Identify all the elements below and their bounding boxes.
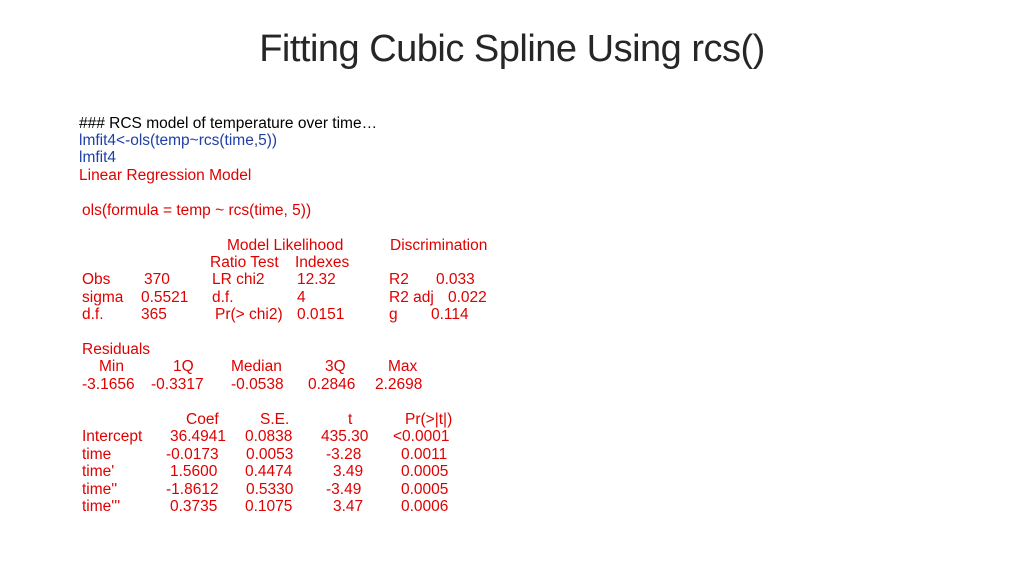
residuals-value-1q: -0.3317 — [151, 376, 204, 393]
coef-header-p: Pr(>|t|) — [405, 411, 453, 428]
stats-label: Obs — [82, 271, 111, 288]
coef-p: <0.0001 — [393, 428, 450, 445]
coef-term: Intercept — [82, 428, 143, 445]
model-type: Linear Regression Model — [79, 167, 252, 184]
code-line-2: lmfit4 — [79, 149, 117, 166]
coef-p: 0.0005 — [401, 481, 449, 498]
stats-disc-value: 0.114 — [431, 306, 469, 323]
slide-title: Fitting Cubic Spline Using rcs() — [259, 28, 765, 70]
residuals-header-min: Min — [99, 358, 124, 375]
coef-header-t: t — [348, 411, 353, 428]
stats-lr-label: Pr(> chi2) — [215, 306, 283, 323]
residuals-value-3q: 0.2846 — [308, 376, 356, 393]
stats-lr-value: 4 — [297, 289, 306, 306]
coef-p: 0.0006 — [401, 498, 449, 515]
coef-value: -1.8612 — [166, 481, 219, 498]
stats-disc-value: 0.033 — [436, 271, 475, 288]
coef-t: 3.47 — [333, 498, 364, 515]
code-line-1: lmfit4<-ols(temp~rcs(time,5)) — [79, 132, 278, 149]
stats-lr-value: 12.32 — [297, 271, 336, 288]
stats-value: 0.5521 — [141, 289, 189, 306]
stats-header-discrimination: Discrimination — [390, 237, 488, 254]
coef-se: 0.0838 — [245, 428, 293, 445]
residuals-header-3q: 3Q — [325, 358, 346, 375]
coef-t: -3.28 — [326, 446, 362, 463]
coef-value: 36.4941 — [170, 428, 227, 445]
coef-term: time'' — [82, 481, 118, 498]
coef-p: 0.0005 — [401, 463, 449, 480]
residuals-value-median: -0.0538 — [231, 376, 284, 393]
residuals-title: Residuals — [82, 341, 151, 358]
residuals-value-min: -3.1656 — [82, 376, 135, 393]
stats-disc-label: R2 adj — [389, 289, 434, 306]
coef-se: 0.1075 — [245, 498, 293, 515]
coef-header-se: S.E. — [260, 411, 290, 428]
stats-label: sigma — [82, 289, 124, 306]
coef-t: -3.49 — [326, 481, 362, 498]
coef-header-coef: Coef — [186, 411, 219, 428]
code-comment: ### RCS model of temperature over time… — [79, 115, 378, 132]
coef-se: 0.5330 — [246, 481, 294, 498]
stats-disc-label: g — [389, 306, 398, 323]
stats-header-indexes: Indexes — [295, 254, 350, 271]
coef-value: 0.3735 — [170, 498, 218, 515]
stats-disc-value: 0.022 — [448, 289, 487, 306]
model-formula: ols(formula = temp ~ rcs(time, 5)) — [82, 202, 312, 219]
residuals-value-max: 2.2698 — [375, 376, 423, 393]
residuals-header-max: Max — [388, 358, 418, 375]
residuals-header-1q: 1Q — [173, 358, 194, 375]
stats-header-model-likelihood: Model Likelihood — [227, 237, 344, 254]
coef-term: time' — [82, 463, 115, 480]
stats-disc-label: R2 — [389, 271, 409, 288]
stats-label: d.f. — [82, 306, 104, 323]
coef-se: 0.0053 — [246, 446, 294, 463]
stats-lr-label: LR chi2 — [212, 271, 265, 288]
coef-term: time — [82, 446, 112, 463]
stats-header-ratio-test: Ratio Test — [210, 254, 279, 271]
coef-term: time''' — [82, 498, 121, 515]
stats-value: 370 — [144, 271, 170, 288]
coef-se: 0.4474 — [245, 463, 293, 480]
coef-t: 435.30 — [321, 428, 369, 445]
coef-value: -0.0173 — [166, 446, 219, 463]
stats-value: 365 — [141, 306, 167, 323]
residuals-header-median: Median — [231, 358, 282, 375]
coef-p: 0.0011 — [401, 446, 448, 463]
coef-t: 3.49 — [333, 463, 364, 480]
stats-lr-label: d.f. — [212, 289, 234, 306]
stats-lr-value: 0.0151 — [297, 306, 345, 323]
coef-value: 1.5600 — [170, 463, 218, 480]
